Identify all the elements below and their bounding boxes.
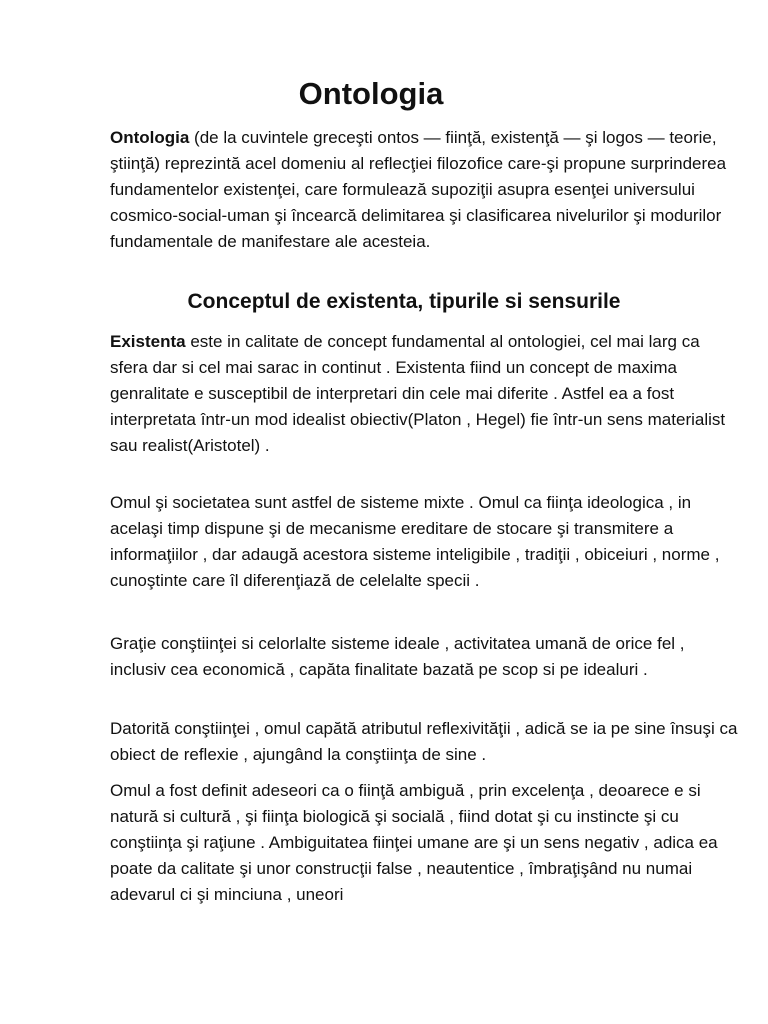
section-intro-term: Existenta xyxy=(110,332,186,351)
section-intro-paragraph xyxy=(110,329,740,459)
paragraph-2: Graţie conştiinţei si celorlalte sisteme ideale , activitatea umană de orice fel , inclusiv cea economică , capăta finalitate bazată pe scop si pe idealuri . xyxy=(110,634,685,679)
paragraph-3: Datorită conştiinţei , omul capătă atributul reflexivităţii , adică se ia pe sine însuşi ca obiect de reflexie , ajungând la conştiinţa de sine . xyxy=(110,719,738,764)
paragraph-1: Omul şi societatea sunt astfel de sisteme mixte . Omul ca fiinţa ideologica , in acelaşi timp dispune şi de mecanisme ereditare de stocare şi transmitere a informaţiilor , dar adaugă acestora sisteme inteligibile , tradiţii , obiceiuri , norme , cunoştinte care îl diferenţiază de celelalte specii . xyxy=(110,493,720,590)
section-heading: Conceptul de existenta, tipurile si sensurile xyxy=(187,290,621,313)
intro-term: Ontologia xyxy=(110,128,190,147)
intro-paragraph xyxy=(110,125,740,255)
intro-text: (de la cuvintele greceşti ontos — fiinţă, existenţă — şi logos — teorie, ştiinţă) reprezintă acel domeniu al reflecţiei filozofice care-şi propune surprinderea fundamentelor existenţei, care formulează supoziţii asupra esenţei universului cosmico-social-uman şi încearcă delimitarea şi clasificarea nivelurilor şi modurilor fundamentale de manifestare ale acesteia. xyxy=(110,128,727,251)
page-title: Ontologia xyxy=(298,76,444,111)
section-intro-text: este in calitate de concept fundamental al ontologiei, cel mai larg ca sfera dar si cel mai sarac in continut . Existenta fiind un concept de maxima genralitate e susceptibil de interpretari din cele mai diferite . Astfel ea a fost interpretata într-un mod idealist obiectiv(Platon , Hegel) fie într-un sens materialist sau realist(Aristotel) . xyxy=(110,332,726,455)
paragraph-4: Omul a fost definit adeseori ca o fiinţă ambiguă , prin excelenţa , deoarece e si natură si cultură , şi fiinţa biologică şi socială , fiind dotat şi cu instincte şi cu conştiinţa şi raţiune . Ambiguitatea fiinţei umane are şi un sens negativ , adica ea poate da calitate şi unor construcţii false , neautentice , îmbraţişând nu numai adevarul ci şi minciuna , uneori xyxy=(110,781,718,904)
